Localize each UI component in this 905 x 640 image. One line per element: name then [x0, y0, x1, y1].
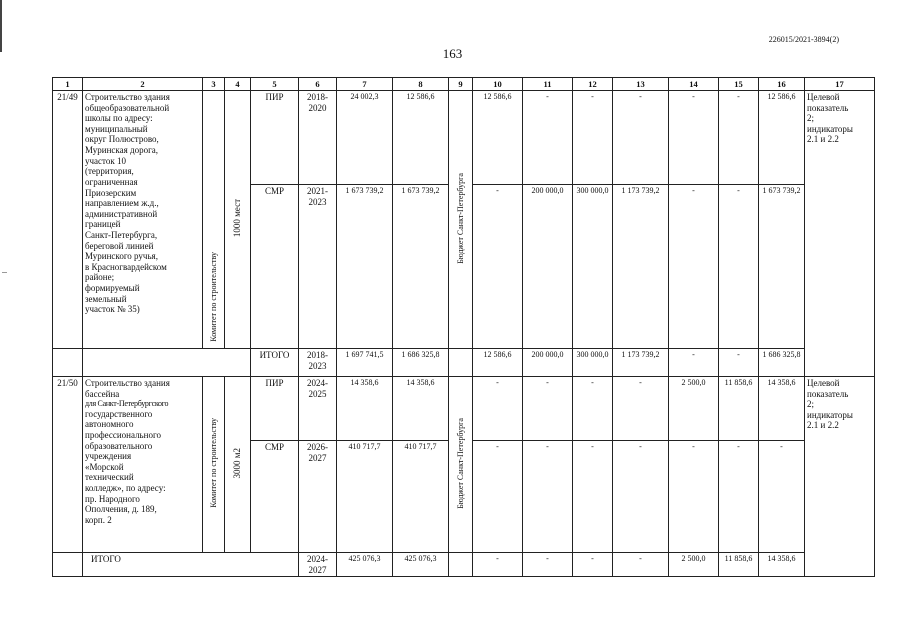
value-cell: 300 000,0: [573, 185, 613, 349]
years-cell: 2021- 2023: [299, 185, 337, 349]
page-edge-mark: [0, 0, 2, 52]
customer-cell: Комитет по строительству: [203, 377, 225, 553]
value-cell: 2 500,0: [669, 553, 719, 577]
value-cell: -: [523, 553, 573, 577]
value-cell: -: [523, 91, 573, 185]
col-header: 14: [669, 78, 719, 91]
value-cell: -: [669, 91, 719, 185]
value-cell: -: [523, 377, 573, 441]
value-cell: 11 858,6: [719, 377, 759, 441]
stage-label: СМР: [251, 185, 299, 349]
col-header: 1: [53, 78, 83, 91]
years-cell: 2026- 2027: [299, 441, 337, 553]
total-row: [53, 349, 875, 377]
margin-tick: [2, 272, 7, 273]
value-cell: -: [613, 553, 669, 577]
col-header: 2: [83, 78, 203, 91]
value-cell: 1 673 739,2: [337, 185, 393, 349]
customer-cell: Комитет по строительству: [203, 91, 225, 349]
col-header: 4: [225, 78, 251, 91]
col-header: 10: [473, 78, 523, 91]
value-cell: -: [473, 553, 523, 577]
col-header: 15: [719, 78, 759, 91]
value-cell: 14 358,6: [393, 377, 449, 441]
col-header: 17: [805, 78, 875, 91]
table-row: [53, 91, 875, 185]
value-cell: -: [613, 91, 669, 185]
value-cell: 425 076,3: [393, 553, 449, 577]
col-header: 12: [573, 78, 613, 91]
stage-label: СМР: [251, 441, 299, 553]
column-number-row: [53, 78, 875, 91]
col-header: 16: [759, 78, 805, 91]
value-cell: -: [669, 441, 719, 553]
value-cell: 410 717,7: [393, 441, 449, 553]
value-cell: -: [473, 377, 523, 441]
col-header: 6: [299, 78, 337, 91]
total-label: ИТОГО: [83, 553, 299, 577]
value-cell: -: [573, 377, 613, 441]
value-cell: 2 500,0: [669, 377, 719, 441]
value-cell: 200 000,0: [523, 349, 573, 377]
col-header: 13: [613, 78, 669, 91]
value-cell: 1 673 739,2: [759, 185, 805, 349]
value-cell: -: [719, 441, 759, 553]
col-header: 7: [337, 78, 393, 91]
indicator-cell: Целевой показатель 2; индикаторы 2.1 и 2.2: [805, 377, 875, 577]
years-cell: 2018- 2023: [299, 349, 337, 377]
value-cell: -: [573, 441, 613, 553]
value-cell: 1 173 739,2: [613, 349, 669, 377]
indicator-cell: Целевой показатель 2; индикаторы 2.1 и 2.2: [805, 91, 875, 377]
value-cell: -: [473, 185, 523, 349]
stage-label: ПИР: [251, 377, 299, 441]
value-cell: 14 358,6: [759, 377, 805, 441]
item-description: Строительство здания общеобразовательной школы по адресу: муниципальный округ Полюстрово, Муринская дорога, участок 10 (территория, ограниченная Приозерским направлением ж.д., административной границей Санкт-Петербурга, береговой линией Муринского ручья, в Красногвардейском районе; формируемый земельный участок № 35): [83, 91, 203, 349]
value-cell: -: [473, 441, 523, 553]
empty-cell: [449, 553, 473, 577]
capacity-cell: 3000 м2: [225, 377, 251, 553]
empty-cell: [53, 553, 83, 577]
col-header: 11: [523, 78, 573, 91]
value-cell: 12 586,6: [473, 91, 523, 185]
value-cell: 1 697 741,5: [337, 349, 393, 377]
item-description: Строительство здания бассейна для Санкт-Петербургского государственного автономного профессионального образовательного учреждения «Морской технический колледж», по адресу: пр. Народного Ополчения, д. 189, корп. 2: [83, 377, 203, 553]
value-cell: 1 686 325,8: [393, 349, 449, 377]
value-cell: -: [669, 185, 719, 349]
value-cell: 300 000,0: [573, 349, 613, 377]
value-cell: -: [613, 441, 669, 553]
empty-cell: [83, 349, 251, 377]
value-cell: -: [759, 441, 805, 553]
col-header: 5: [251, 78, 299, 91]
years-cell: 2024- 2027: [299, 553, 337, 577]
value-cell: 12 586,6: [473, 349, 523, 377]
value-cell: -: [573, 91, 613, 185]
value-cell: -: [719, 185, 759, 349]
years-cell: 2018- 2020: [299, 91, 337, 185]
value-cell: -: [669, 349, 719, 377]
value-cell: 1 673 739,2: [393, 185, 449, 349]
item-number: 21/50: [53, 377, 83, 553]
funding-source-cell: Бюджет Санкт-Петербурга: [449, 91, 473, 349]
value-cell: 1 686 325,8: [759, 349, 805, 377]
funding-source-cell: Бюджет Санкт-Петербурга: [449, 377, 473, 553]
value-cell: 425 076,3: [337, 553, 393, 577]
value-cell: 12 586,6: [759, 91, 805, 185]
col-header: 9: [449, 78, 473, 91]
value-cell: 14 358,6: [759, 553, 805, 577]
total-row: [53, 553, 875, 577]
program-table: [52, 77, 875, 577]
value-cell: -: [613, 377, 669, 441]
col-header: 8: [393, 78, 449, 91]
value-cell: 410 717,7: [337, 441, 393, 553]
empty-cell: [53, 349, 83, 377]
document-number: 226015/2021-3894(2): [768, 35, 839, 44]
value-cell: 12 586,6: [393, 91, 449, 185]
empty-cell: [449, 349, 473, 377]
value-cell: 1 173 739,2: [613, 185, 669, 349]
value-cell: 11 858,6: [719, 553, 759, 577]
value-cell: -: [719, 91, 759, 185]
years-cell: 2024- 2025: [299, 377, 337, 441]
item-number: 21/49: [53, 91, 83, 349]
value-cell: -: [523, 441, 573, 553]
value-cell: 200 000,0: [523, 185, 573, 349]
value-cell: -: [573, 553, 613, 577]
value-cell: 24 002,3: [337, 91, 393, 185]
value-cell: -: [719, 349, 759, 377]
capacity-cell: 1000 мест: [225, 91, 251, 349]
total-label: ИТОГО: [251, 349, 299, 377]
col-header: 3: [203, 78, 225, 91]
stage-label: ПИР: [251, 91, 299, 185]
table-row: [53, 377, 875, 441]
value-cell: 14 358,6: [337, 377, 393, 441]
page-number: 163: [442, 46, 463, 61]
